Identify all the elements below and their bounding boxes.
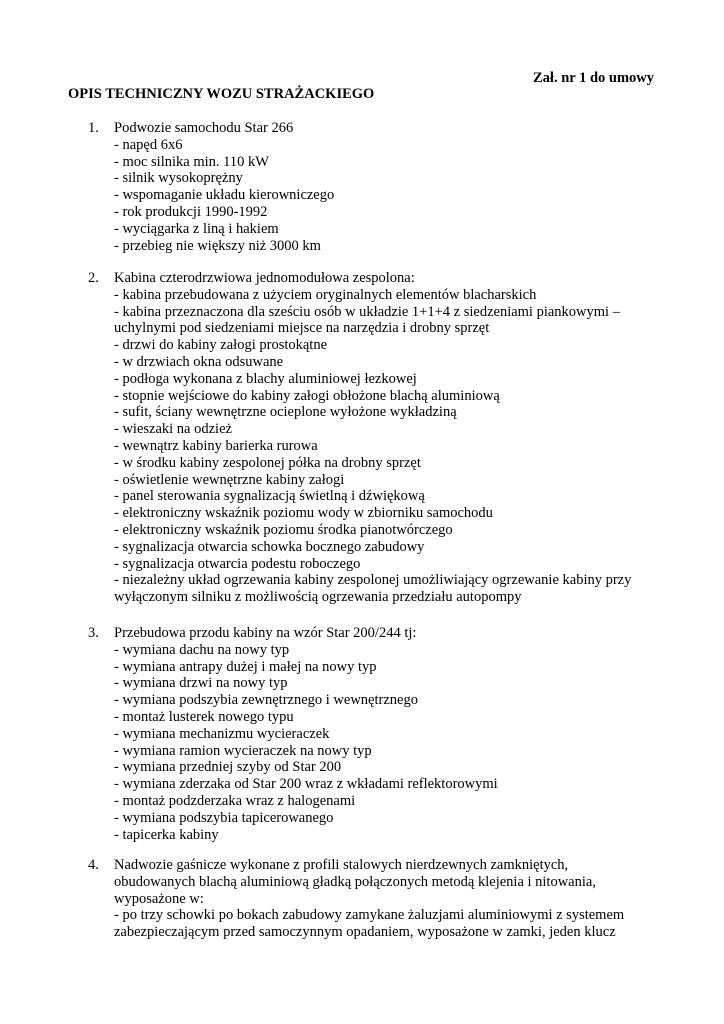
section-front-rebuild xyxy=(88,625,668,843)
section-line: - oświetlenie wewnętrzne kabiny załogi xyxy=(114,471,345,488)
section-line: - sufit, ściany wewnętrzne ocieplone wyłożone wykładziną xyxy=(114,404,457,421)
section-body xyxy=(114,270,668,606)
section-line: - kabina przeznaczona dla sześciu osób w układzie 1+1+4 z siedzeniami piankowymi – xyxy=(114,303,620,320)
section-line: - panel sterowania sygnalizacją świetlną i dźwiękową xyxy=(114,488,425,505)
section-line: Nadwozie gaśnicze wykonane z profili stalowych nierdzewnych zamkniętych, xyxy=(114,857,569,873)
section-line: - montaż podzderzaka wraz z halogenami xyxy=(114,792,356,809)
section-line: - wymiana mechanizmu wycieraczek xyxy=(114,725,330,742)
section-line: - wymiana ramion wycieraczek na nowy typ xyxy=(114,742,372,759)
section-number: 1. xyxy=(88,120,99,136)
section-line: - elektroniczny wskaźnik poziomu wody w zbiorniku samochodu xyxy=(114,505,493,522)
section-line: - wymiana podszybia tapicerowanego xyxy=(114,809,334,826)
section-line: - silnik wysokoprężny xyxy=(114,170,243,187)
section-chassis xyxy=(88,120,668,254)
document-title: OPIS TECHNICZNY WOZU STRAŻACKIEGO xyxy=(68,86,375,102)
section-body-superstructure xyxy=(88,857,668,941)
section-line: - wymiana dachu na nowy typ xyxy=(114,641,290,658)
section-line: - po trzy schowki po bokach zabudowy zamykane żaluzjami aluminiowymi z systemem xyxy=(114,907,625,924)
section-line: zabezpieczającym przed samoczynnym opadaniem, wyposażone w zamki, jeden klucz xyxy=(114,924,616,941)
section-line: - podłoga wykonana z blachy aluminiowej łezkowej xyxy=(114,370,417,387)
section-line: - napęd 6x6 xyxy=(114,136,183,153)
section-line: Przebudowa przodu kabiny na wzór Star 200/244 tj: xyxy=(114,625,417,641)
section-line: - drzwi do kabiny załogi prostokątne xyxy=(114,337,328,354)
section-line: - kabina przebudowana z użyciem oryginalnych elementów blacharskich xyxy=(114,286,537,303)
section-line: uchylnymi pod siedzeniami miejsce na narzędzia i drobny sprzęt xyxy=(114,320,490,337)
section-line: - niezależny układ ogrzewania kabiny zespolonej umożliwiający ogrzewanie kabiny przy xyxy=(114,572,632,589)
section-number: 3. xyxy=(88,625,99,641)
section-line: - wymiana drzwi na nowy typ xyxy=(114,675,288,692)
section-number: 2. xyxy=(88,270,99,286)
section-cabin xyxy=(88,270,668,606)
section-body xyxy=(114,857,668,941)
section-line: - rok produkcji 1990-1992 xyxy=(114,203,268,220)
section-line: - tapicerka kabiny xyxy=(114,826,219,843)
section-line: - wieszaki na odzież xyxy=(114,421,232,438)
section-body xyxy=(114,120,668,254)
section-line: - w drzwiach okna odsuwane xyxy=(114,353,284,370)
section-line: Podwozie samochodu Star 266 xyxy=(114,120,294,136)
section-line: - sygnalizacja otwarcia podestu roboczego xyxy=(114,555,361,572)
section-line: - stopnie wejściowe do kabiny załogi obłożone blachą aluminiową xyxy=(114,387,500,404)
section-line: - wymiana podszybia zewnętrznego i wewnętrznego xyxy=(114,692,418,709)
section-line: - elektroniczny wskaźnik poziomu środka pianotwórczego xyxy=(114,521,453,538)
section-line: - wspomaganie układu kierowniczego xyxy=(114,187,335,204)
section-body xyxy=(114,625,668,843)
section-line: obudowanych blachą aluminiową gładką połączonych metodą klejenia i nitowania, xyxy=(114,873,596,890)
section-line: - wymiana przedniej szyby od Star 200 xyxy=(114,759,342,776)
section-line: - sygnalizacja otwarcia schowka bocznego zabudowy xyxy=(114,538,425,555)
section-line: - wyciągarka z liną i hakiem xyxy=(114,220,279,237)
annex-label: Zał. nr 1 do umowy xyxy=(533,70,654,86)
section-line: - wewnątrz kabiny barierka rurowa xyxy=(114,437,318,454)
section-number: 4. xyxy=(88,857,99,873)
section-line: - wymiana antrapy dużej i małej na nowy typ xyxy=(114,658,377,675)
section-line: - moc silnika min. 110 kW xyxy=(114,153,269,170)
section-line: - wymiana zderzaka od Star 200 wraz z wkładami reflektorowymi xyxy=(114,776,498,793)
section-line: Kabina czterodrzwiowa jednomodułowa zespolona: xyxy=(114,270,415,286)
section-line: wyłączonym silniku z możliwością ogrzewania przedziału autopompy xyxy=(114,589,522,606)
section-line: wyposażone w: xyxy=(114,890,204,907)
section-line: - przebieg nie większy niż 3000 km xyxy=(114,237,321,254)
section-line: - montaż lusterek nowego typu xyxy=(114,708,294,725)
section-line: - w środku kabiny zespolonej półka na drobny sprzęt xyxy=(114,454,421,471)
